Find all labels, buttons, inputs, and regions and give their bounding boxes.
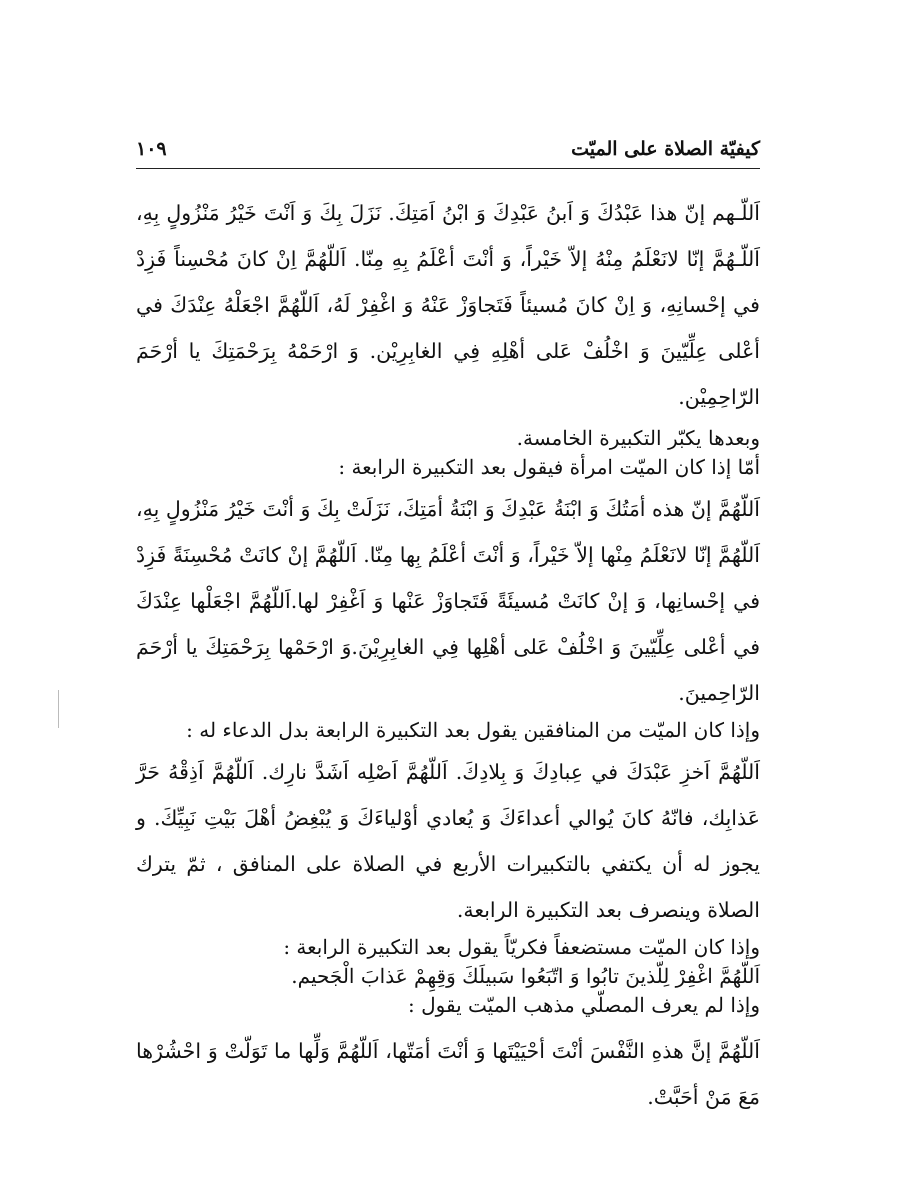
instruction-weak: وإذا كان الميّت مستضعفاً فكريّاً يقول بعد التكبيرة الرابعة :	[283, 935, 760, 959]
instruction-fifth-takbir: وبعدها يكبّر التكبيرة الخامسة.	[516, 426, 760, 450]
margin-scan-mark	[58, 690, 59, 728]
header-rule	[136, 168, 760, 169]
prayer-hypocrite: اَللّهُمَّ اَخزِ عَبْدَكَ في عِبادِكَ وَ بِلادِكَ. اَللّهُمَّ اَصْلِه اَشَدَّ نارِك. اَللّهُمَّ اَذِقْهُ حَرَّ عَذابِك، فانّهُ كانَ يُوالي أعداءَكَ وَ يُعادي أوْلياءَكَ وَ يُبْغِضُ أهْلَ بَيْتِ نَبِيِّكَ. و يجوز له أن يكتفي بالتكبيرات الأربع في الصلاة على المنافق ، ثمّ يترك الصلاة وينصرف بعد التكبيرة الرابعة.	[136, 760, 760, 922]
instruction-woman: أمّا إذا كان الميّت امرأة فيقول بعد التكبيرة الرابعة :	[338, 455, 760, 479]
instruction-hypocrite: وإذا كان الميّت من المنافقين يقول بعد التكبيرة الرابعة بدل الدعاء له :	[186, 718, 760, 742]
page-body	[136, 190, 760, 1120]
page-number: ١٠٩	[136, 138, 167, 160]
prayer-male: اَللّـهم إنّ هذا عَبْدُكَ وَ اَبنُ عَبْدِكَ وَ ابْنُ اَمَتِكَ. نَزَلَ بِكَ وَ اَنْتَ خَيْرُ مَنْزُولٍ بِهِ، اَللّـهُمَّ إنّا لانَعْلَمُ مِنْهُ إلاّ خَيْراً، وَ أنْتَ أعْلَمُ بِهِ مِنّا. اَللّهُمَّ اِنْ كانَ مُحْسِناً فَزِدْ في إحْسانِهِ، وَ اِنْ كانَ مُسيئاً فَتَجاوَزْ عَنْهُ وَ اغْفِرْ لَهُ، اَللّهُمَّ اجْعَلْهُ عِنْدَكَ في أعْلى عِلِّيّينَ وَ اخْلُفْ عَلى أهْلِهِ فِي الغابِرِيْن. وَ ارْحَمْهُ بِرَحْمَتِكَ يا أرْحَمَ الرّاحِمِيْن.	[136, 201, 760, 409]
instruction-unknown: وإذا لم يعرف المصلّي مذهب الميّت يقول :	[408, 993, 760, 1017]
prayer-unknown: اَللّهُمَّ إنَّ هذهِ النَّفْسَ أنْتَ أحْيَيْتَها وَ أنْتَ أمَتّها، اَللّهُمَّ وَلِّها ما تَوَلّتْ وَ احْشُرْها مَعَ مَنْ أحَبَّتْ.	[136, 1039, 760, 1109]
prayer-weak: اَللّهُمَّ اغْفِرْ لِلّذينَ تابُوا وَ اتّبَعُوا سَبيلَكَ وَقِهِمْ عَذابَ الْجَحيم.	[291, 964, 760, 988]
page-header	[136, 138, 760, 168]
prayer-female: اَللّهُمَّ إنّ هذه أمَتُكَ وَ ابْنَةُ عَبْدِكَ وَ ابْنَةُ أمَتِكَ، نَزَلَتْ بِكَ وَ أنْتَ خَيْرُ مَنْزُولٍ بِهِ، اَللّهُمَّ إنّا لانَعْلَمُ مِنْها إلاّ خَيْراً، وَ أنْتَ أعْلَمُ بِها مِنّا. اَللّهُمَّ إنْ كانَتْ مُحْسِنَةً فَزِدْ في إحْسانِها، وَ إنْ كانَتْ مُسيئَةً فَتَجاوَزْ عَنْها وَ اَغْفِرْ لها.اَللّهُمَّ اجْعَلْها عِنْدَكَ في أعْلى عِلِّيّينَ وَ اخْلُفْ عَلى أهْلِها فِي الغابِرِيْنَ.وَ ارْحَمْها بِرَحْمَتِكَ يا أرْحَمَ الرّاحِمينَ.	[136, 497, 760, 705]
running-title: كيفيّة الصلاة على الميّت	[571, 138, 760, 160]
